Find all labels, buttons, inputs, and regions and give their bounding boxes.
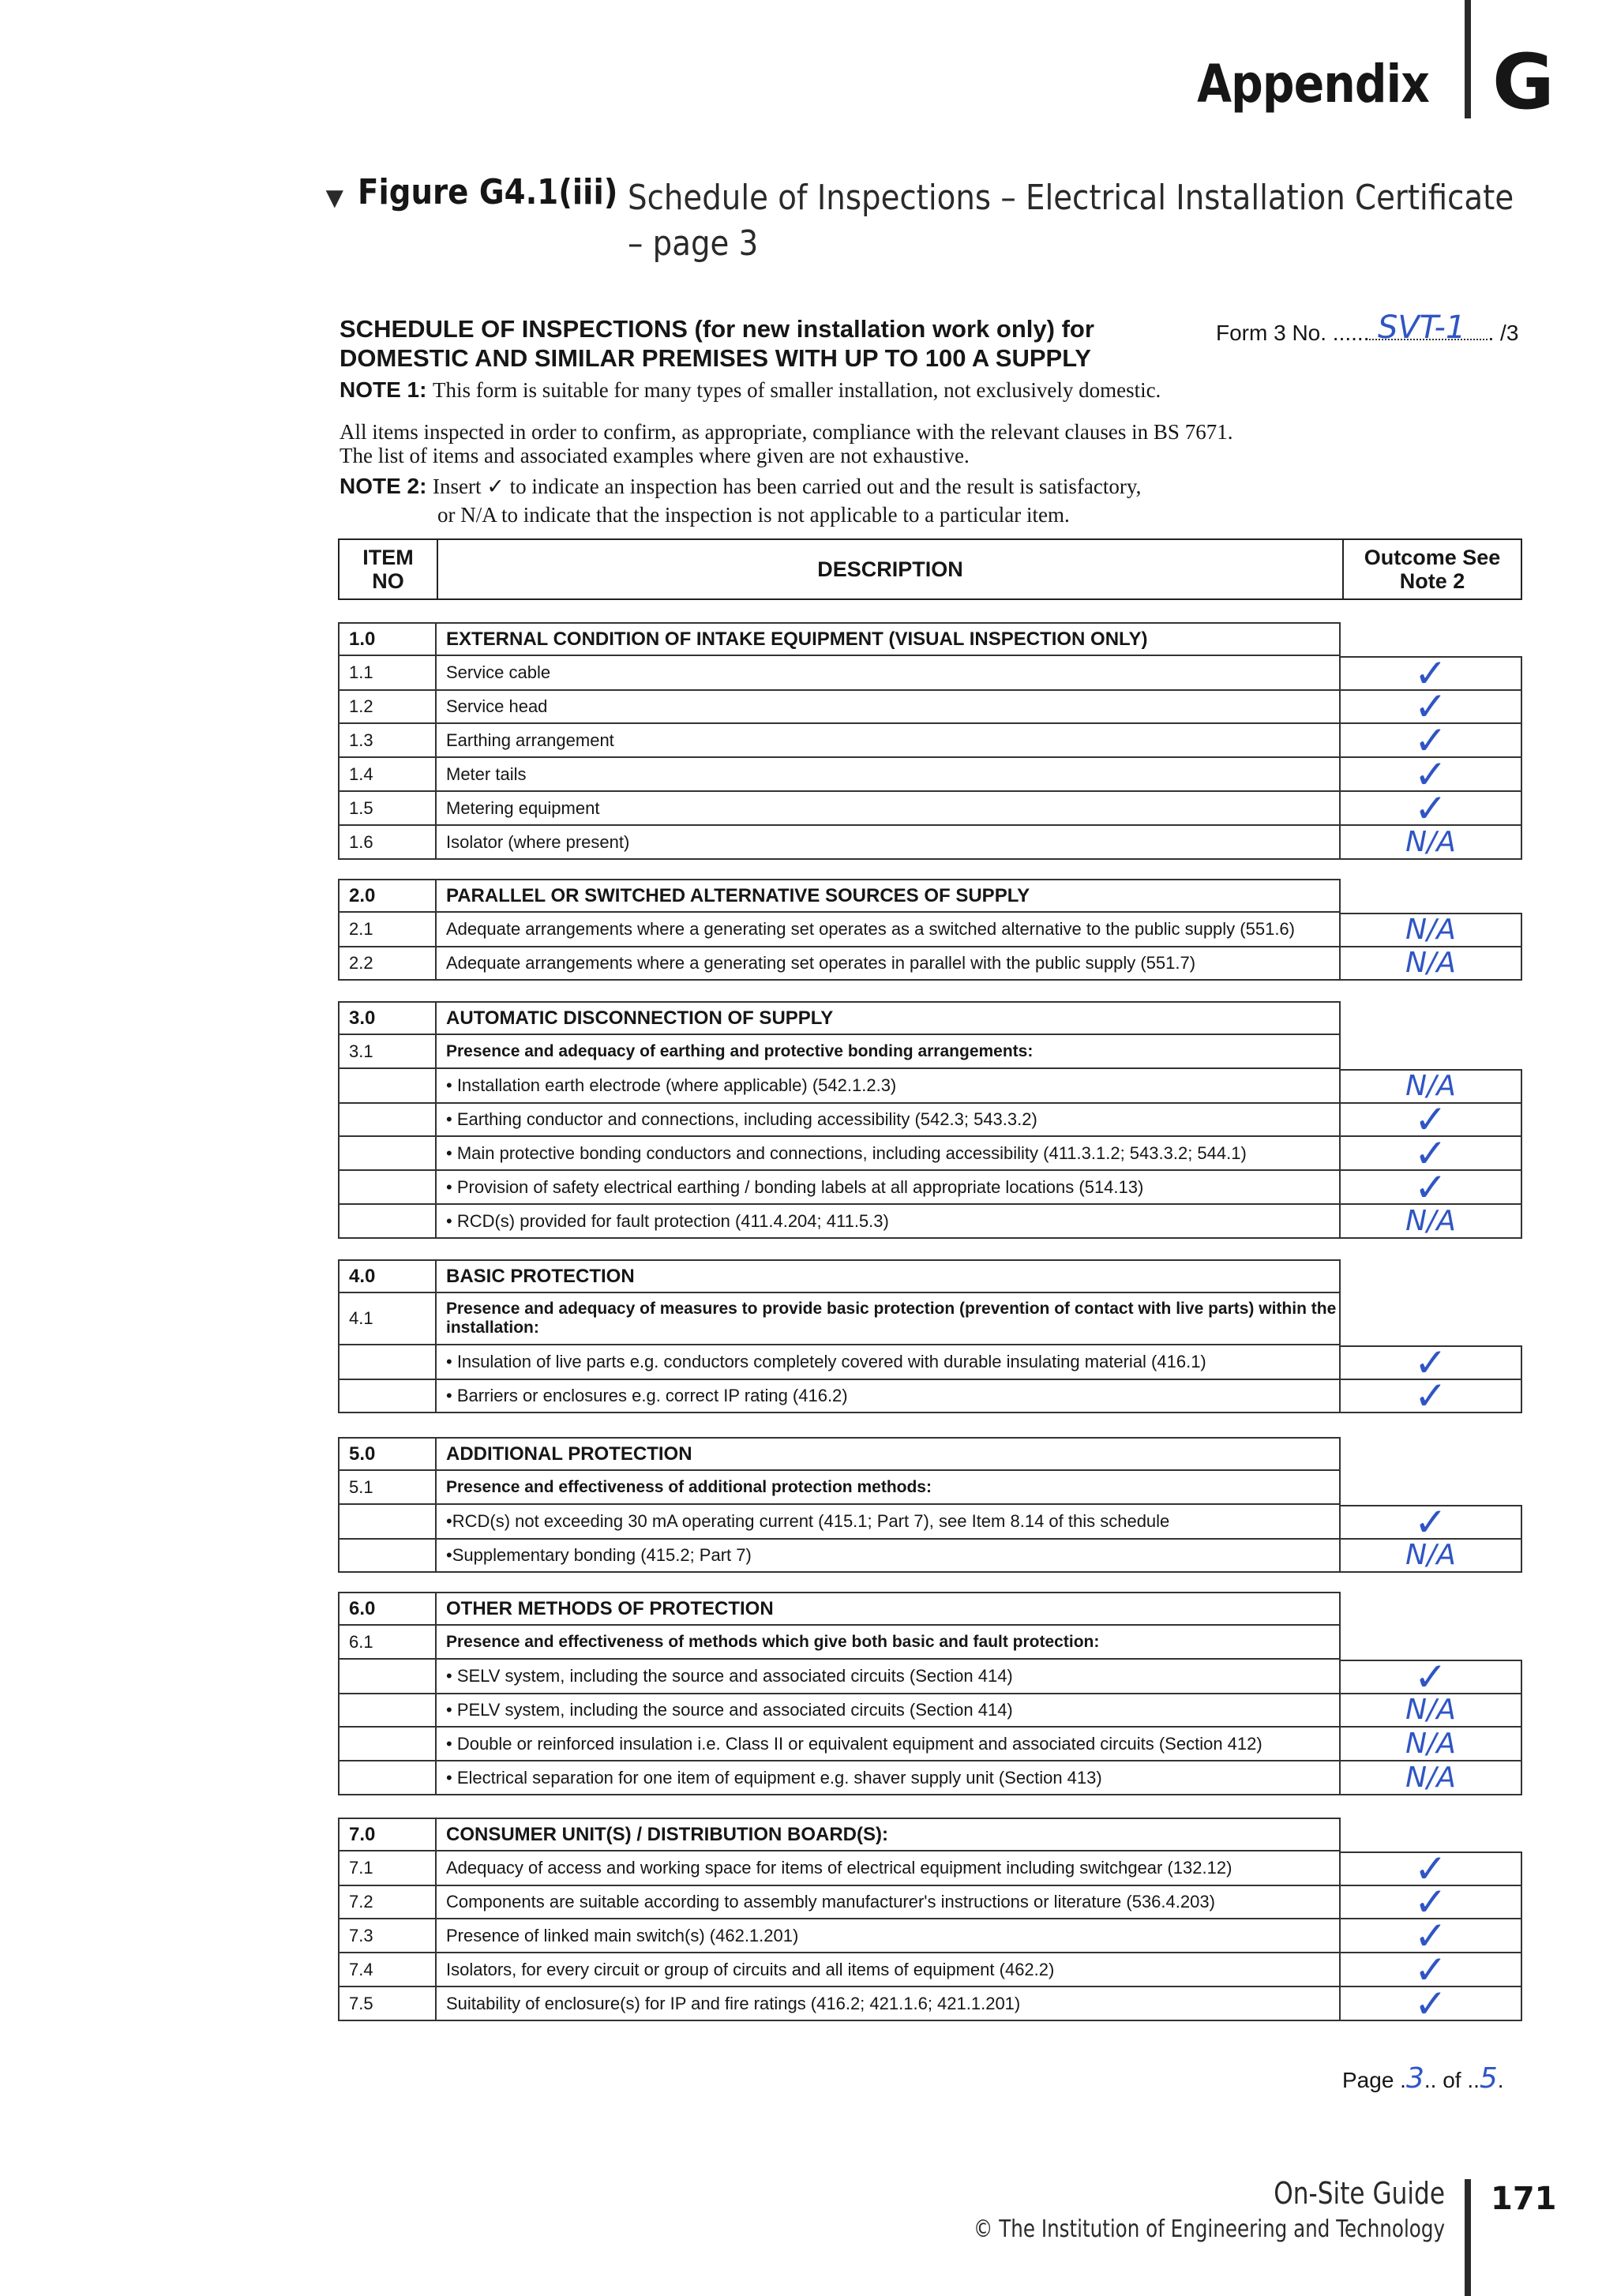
item-number: 1.2: [338, 690, 435, 724]
section-7: [338, 1818, 1522, 2027]
table-row: [338, 947, 1522, 981]
section-heading-row: [338, 879, 1522, 913]
section-outcome-blank: [1341, 879, 1522, 913]
section-number: 3.0: [338, 1001, 435, 1035]
item-number: [338, 1171, 435, 1205]
page-indicator: [1342, 2062, 1504, 2095]
item-description: Adequacy of access and working space for items of electrical equipment including switchgear (132.12): [435, 1851, 1341, 1886]
outcome-cell: [1341, 785, 1522, 831]
section-heading-row: [338, 1001, 1522, 1035]
item-number: 1.1: [338, 656, 435, 691]
scope-line-1: All items inspected in order to confirm, as appropriate, compliance with the relevant clauses in BS 7671.: [340, 420, 1233, 444]
table-row: [338, 1069, 1522, 1103]
table-row: [338, 1164, 1522, 1210]
section-title: PARALLEL OR SWITCHED ALTERNATIVE SOURCES OF SUPPLY: [435, 879, 1341, 913]
section-5: [338, 1437, 1522, 1573]
item-number: 7.1: [338, 1851, 435, 1886]
table-row: [338, 751, 1522, 797]
check-icon: ✓: [1414, 1499, 1447, 1545]
section-2: [338, 879, 1522, 981]
outcome-cell: [1341, 1205, 1522, 1239]
item-description: Earthing arrangement: [435, 724, 1341, 758]
subsection-title: Presence and effectiveness of methods which give both basic and fault protection:: [435, 1626, 1341, 1660]
item-number: [338, 1761, 435, 1795]
table-row: [338, 1946, 1522, 1993]
form-number-label: Form 3 No. ......: [1216, 321, 1370, 345]
item-description: Meter tails: [435, 758, 1341, 792]
outcome-cell: [1341, 947, 1522, 981]
na-mark: N/A: [1405, 1727, 1456, 1760]
section-outcome-blank: [1341, 1001, 1522, 1035]
copyright: © The Institution of Engineering and Technology: [973, 2215, 1445, 2243]
section-title: AUTOMATIC DISCONNECTION OF SUPPLY: [435, 1001, 1341, 1035]
item-description: Presence of linked main switch(s) (462.1.201): [435, 1919, 1341, 1953]
na-mark: N/A: [1405, 1693, 1456, 1726]
outcome-cell: [1341, 1164, 1522, 1210]
check-icon: ✓: [1414, 1654, 1447, 1700]
appendix-letter: G: [1492, 38, 1555, 126]
section-title: BASIC PROTECTION: [435, 1259, 1341, 1293]
subsection-row: [338, 1626, 1522, 1660]
check-icon: ✓: [1414, 1096, 1447, 1142]
section-title: CONSUMER UNIT(S) / DISTRIBUTION BOARD(S):: [435, 1818, 1341, 1851]
na-mark: N/A: [1405, 914, 1456, 946]
table-row: [338, 717, 1522, 763]
na-mark: N/A: [1405, 1204, 1456, 1237]
subsection-title: Presence and adequacy of measures to provide basic protection (prevention of contact with live parts) within the installation:: [435, 1293, 1341, 1345]
note-2-label: NOTE 2:: [340, 474, 427, 498]
outcome-cell: [1341, 1372, 1522, 1419]
note-2: [340, 472, 1366, 529]
item-number: 1.5: [338, 792, 435, 826]
item-description: Isolator (where present): [435, 826, 1341, 860]
table-row: [338, 826, 1522, 860]
table-row: [338, 1654, 1522, 1700]
item-number: [338, 1728, 435, 1761]
na-mark: N/A: [1405, 1761, 1456, 1794]
item-description: • Double or reinforced insulation i.e. Class II or equivalent equipment and associated circuits (Section 412): [435, 1728, 1341, 1761]
section-heading-row: [338, 622, 1522, 656]
item-number: [338, 1539, 435, 1573]
section-number: 4.0: [338, 1259, 435, 1293]
page-indicator-suffix: .: [1497, 2068, 1504, 2092]
form-number-suffix: . /3: [1488, 321, 1519, 345]
item-number: 7.5: [338, 1987, 435, 2021]
table-row: [338, 1539, 1522, 1573]
item-description: Metering equipment: [435, 792, 1341, 826]
item-description: • Provision of safety electrical earthing / bonding labels at all appropriate locations (514.13): [435, 1171, 1341, 1205]
appendix-heading: Appendix: [1197, 54, 1429, 114]
na-mark: N/A: [1405, 1538, 1456, 1571]
check-icon: ✓: [1414, 1130, 1447, 1176]
section-number: 1.0: [338, 622, 435, 656]
item-number: [338, 1379, 435, 1413]
form-title-line-1: SCHEDULE OF INSPECTIONS (for new installation work only) for: [340, 315, 1094, 343]
header-item-no: ITEM NO: [362, 546, 414, 593]
table-row: [338, 1694, 1522, 1728]
check-icon: ✓: [1414, 1980, 1447, 2027]
check-icon: ✓: [1414, 651, 1447, 696]
check-icon: ✓: [1414, 1372, 1447, 1419]
item-description: Service cable: [435, 656, 1341, 691]
item-number: [338, 1205, 435, 1239]
note-1-text: This form is suitable for many types of smaller installation, not exclusively domestic.: [432, 378, 1161, 402]
section-heading-row: [338, 1437, 1522, 1471]
outcome-cell: [1341, 1539, 1522, 1573]
outcome-cell: [1341, 1654, 1522, 1700]
form-title-line-2: DOMESTIC AND SIMILAR PREMISES WITH UP TO 100 A SUPPLY: [340, 344, 1091, 372]
item-description: Components are suitable according to assembly manufacturer's instructions or literature (536.4.203): [435, 1885, 1341, 1919]
subsection-title: Presence and adequacy of earthing and protective bonding arrangements:: [435, 1035, 1341, 1069]
header-divider: [1465, 0, 1471, 118]
page-current: 3: [1405, 2062, 1424, 2095]
section-1: [338, 622, 1522, 860]
table-row: [338, 1846, 1522, 1892]
scope-line-2: The list of items and associated examples where given are not exhaustive.: [340, 444, 970, 467]
header-description: DESCRIPTION: [437, 540, 1342, 598]
note-2-line-2: or N/A to indicate that the inspection is not applicable to a particular item.: [437, 503, 1070, 527]
item-description: • Insulation of live parts e.g. conductors completely covered with durable insulating material (416.1): [435, 1345, 1341, 1380]
section-4: [338, 1259, 1522, 1419]
item-description: • SELV system, including the source and associated circuits (Section 414): [435, 1660, 1341, 1694]
section-heading-row: [338, 1818, 1522, 1851]
outcome-cell: [1341, 1728, 1522, 1761]
item-number: [338, 1069, 435, 1104]
form-title: [340, 314, 1208, 373]
item-number: 1.6: [338, 826, 435, 860]
table-row: [338, 1499, 1522, 1545]
section-number: 5.0: [338, 1437, 435, 1471]
item-description: • RCD(s) provided for fault protection (411.4.204; 411.5.3): [435, 1205, 1341, 1239]
item-description: Adequate arrangements where a generating set operates in parallel with the public supply (551.7): [435, 947, 1341, 981]
section-heading-row: [338, 1592, 1522, 1626]
item-number: [338, 1694, 435, 1728]
page-indicator-prefix: Page .: [1342, 2068, 1406, 2092]
table-row: [338, 1205, 1522, 1239]
item-description: • Barriers or enclosures e.g. correct IP rating (416.2): [435, 1379, 1341, 1413]
guide-title: On-Site Guide: [1274, 2176, 1445, 2211]
subsection-outcome-blank: [1341, 1035, 1522, 1069]
check-icon: ✓: [1414, 1164, 1447, 1210]
subsection-outcome-blank: [1341, 1293, 1522, 1345]
figure-label: Figure G4.1(iii): [358, 172, 618, 212]
page-total: 5: [1479, 2062, 1498, 2095]
note-2-line-1: Insert ✓ to indicate an inspection has been carried out and the result is satisfactory,: [432, 475, 1142, 498]
item-description: • PELV system, including the source and associated circuits (Section 414): [435, 1694, 1341, 1728]
section-title: EXTERNAL CONDITION OF INTAKE EQUIPMENT (VISUAL INSPECTION ONLY): [435, 622, 1341, 656]
item-description: Isolators, for every circuit or group of circuits and all items of equipment (462.2): [435, 1953, 1341, 1987]
form-number-value: SVT-1: [1378, 310, 1466, 346]
item-number: [338, 1345, 435, 1380]
section-outcome-blank: [1341, 1259, 1522, 1293]
na-mark: N/A: [1405, 946, 1456, 979]
item-number: 2.2: [338, 947, 435, 981]
section-number: 2.0: [338, 879, 435, 913]
triangle-icon: ▼: [320, 182, 350, 215]
item-description: Suitability of enclosure(s) for IP and fire ratings (416.2; 421.1.6; 421.1.201): [435, 1987, 1341, 2021]
check-icon: ✓: [1414, 1846, 1447, 1892]
item-description: Service head: [435, 690, 1341, 724]
section-outcome-blank: [1341, 1592, 1522, 1626]
table-row: [338, 785, 1522, 831]
item-number: 1.4: [338, 758, 435, 792]
na-mark: N/A: [1405, 1070, 1456, 1102]
check-icon: ✓: [1414, 1340, 1447, 1386]
table-row: [338, 1728, 1522, 1761]
subsection-row: [338, 1035, 1522, 1069]
outcome-cell: [1341, 1694, 1522, 1728]
subsection-row: [338, 1293, 1522, 1345]
page-number: 171: [1491, 2181, 1557, 2217]
subsection-number: 6.1: [338, 1626, 435, 1660]
outcome-cell: [1341, 913, 1522, 947]
note-1-label: NOTE 1:: [340, 377, 427, 402]
item-number: [338, 1137, 435, 1171]
check-icon: ✓: [1414, 751, 1447, 797]
table-row: [338, 1372, 1522, 1419]
check-icon: ✓: [1414, 717, 1447, 763]
table-row: [338, 1980, 1522, 2027]
subsection-number: 3.1: [338, 1035, 435, 1069]
outcome-cell: [1341, 1980, 1522, 2027]
subsection-number: 4.1: [338, 1293, 435, 1345]
section-title: OTHER METHODS OF PROTECTION: [435, 1592, 1341, 1626]
item-number: [338, 1103, 435, 1137]
note-1: [340, 377, 1161, 403]
table-row: [338, 1878, 1522, 1925]
outcome-cell: [1341, 1499, 1522, 1545]
item-description: • Electrical separation for one item of equipment e.g. shaver supply unit (Section 413): [435, 1761, 1341, 1795]
page-indicator-middle: .. of ..: [1424, 2068, 1480, 2092]
section-heading-row: [338, 1259, 1522, 1293]
item-number: 7.3: [338, 1919, 435, 1953]
section-outcome-blank: [1341, 1437, 1522, 1471]
check-icon: ✓: [1414, 1912, 1447, 1959]
outcome-cell: [1341, 1761, 1522, 1795]
header-outcome: Outcome See Note 2: [1342, 540, 1521, 598]
subsection-title: Presence and effectiveness of additional protection methods:: [435, 1471, 1341, 1505]
item-number: [338, 1660, 435, 1694]
check-icon: ✓: [1414, 1878, 1447, 1925]
table-row: [338, 913, 1522, 947]
item-number: 7.4: [338, 1953, 435, 1987]
subsection-number: 5.1: [338, 1471, 435, 1505]
item-number: 2.1: [338, 913, 435, 947]
form-number: [1216, 321, 1518, 346]
check-icon: ✓: [1414, 785, 1447, 831]
item-description: Adequate arrangements where a generating set operates as a switched alternative to the public supply (551.6): [435, 913, 1341, 947]
table-row: [338, 1096, 1522, 1142]
item-number: 7.2: [338, 1885, 435, 1919]
table-row: [338, 1761, 1522, 1795]
footer-divider: [1465, 2179, 1471, 2296]
item-description: •Supplementary bonding (415.2; Part 7): [435, 1539, 1341, 1573]
check-icon: ✓: [1414, 1946, 1447, 1993]
table-header: [338, 538, 1522, 600]
item-number: 1.3: [338, 724, 435, 758]
scope-paragraph: [340, 420, 1366, 467]
section-number: 6.0: [338, 1592, 435, 1626]
outcome-cell: [1341, 826, 1522, 860]
subsection-row: [338, 1471, 1522, 1505]
item-description: • Earthing conductor and connections, including accessibility (542.3; 543.3.2): [435, 1103, 1341, 1137]
table-row: [338, 1340, 1522, 1386]
item-description: • Main protective bonding conductors and connections, including accessibility (411.3.1.2; 543.3.2; 544.1): [435, 1137, 1341, 1171]
section-6: [338, 1592, 1522, 1795]
item-number: [338, 1505, 435, 1540]
figure-title: Schedule of Inspections – Electrical Installation Certificate – page 3: [628, 178, 1514, 264]
table-row: [338, 683, 1522, 730]
item-description: •RCD(s) not exceeding 30 mA operating current (415.1; Part 7), see Item 8.14 of this schedule: [435, 1505, 1341, 1540]
na-mark: N/A: [1405, 825, 1456, 858]
item-description: • Installation earth electrode (where applicable) (542.1.2.3): [435, 1069, 1341, 1104]
check-icon: ✓: [1414, 683, 1447, 730]
section-number: 7.0: [338, 1818, 435, 1851]
section-title: ADDITIONAL PROTECTION: [435, 1437, 1341, 1471]
section-3: [338, 1001, 1522, 1239]
table-row: [338, 651, 1522, 696]
table-row: [338, 1130, 1522, 1176]
table-row: [338, 1912, 1522, 1959]
